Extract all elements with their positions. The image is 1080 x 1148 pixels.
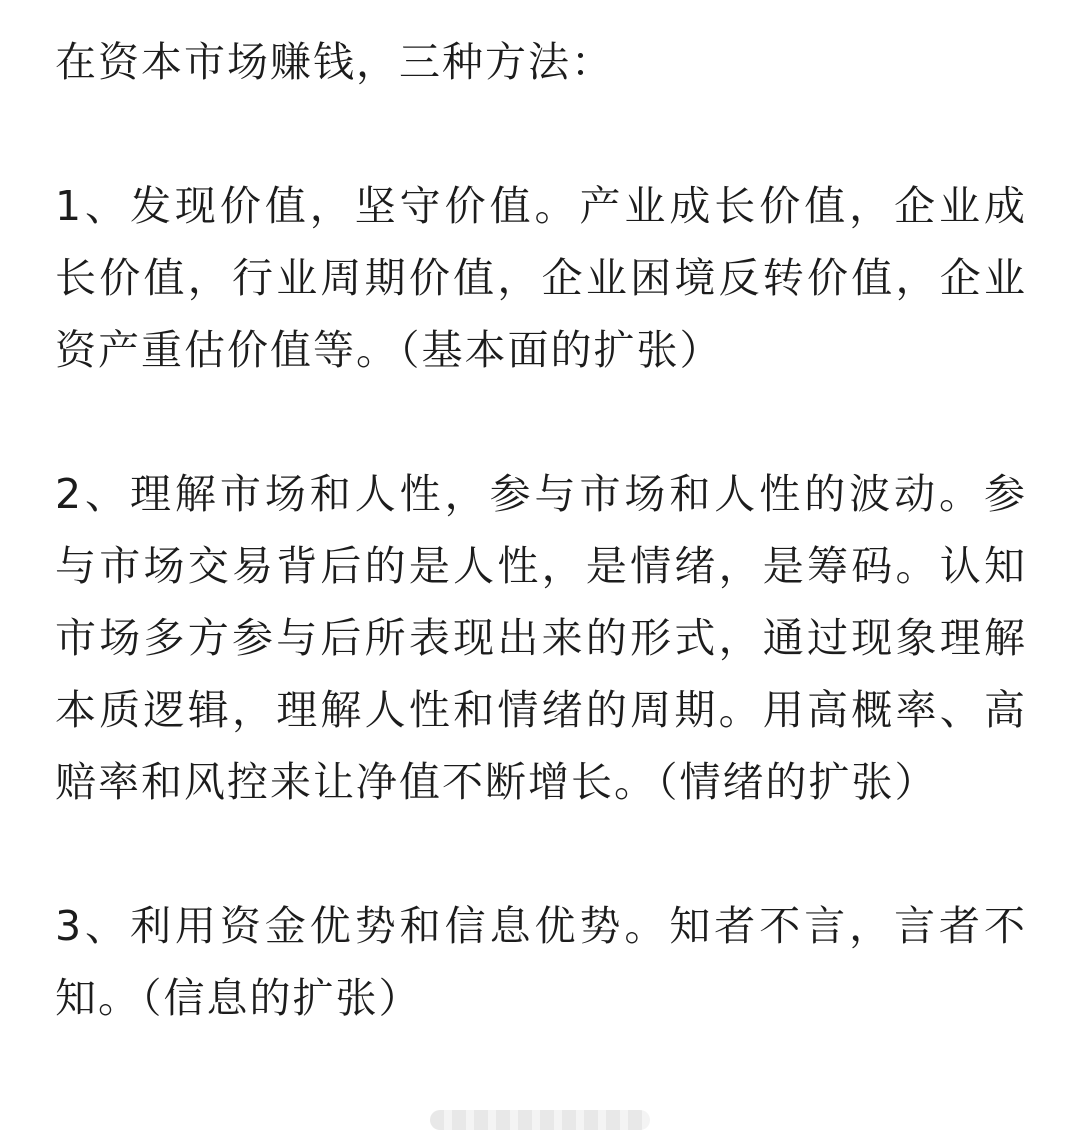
paragraph-gap [55,818,1027,890]
paragraph-gap [55,98,1027,170]
paragraph-gap [55,386,1027,458]
point-3: 3、利用资金优势和信息优势。知者不言，言者不知。（信息的扩张） [55,902,1027,1022]
article-body [55,26,1027,1034]
point-2: 2、理解市场和人性，参与市场和人性的波动。参与市场交易背后的是人性，是情绪，是筹码。认知市场多方参与后所表现出来的形式，通过现象理解本质逻辑，理解人性和情绪的周期。用高概率、高赔率和风控来让净值不断增长。（情绪的扩张） [55,470,1027,806]
intro-line: 在资本市场赚钱，三种方法： [55,38,614,86]
blurred-watermark [430,1110,650,1130]
point-1: 1、发现价值，坚守价值。产业成长价值，企业成长价值，行业周期价值，企业困境反转价值，企业资产重估价值等。（基本面的扩张） [55,182,1027,374]
